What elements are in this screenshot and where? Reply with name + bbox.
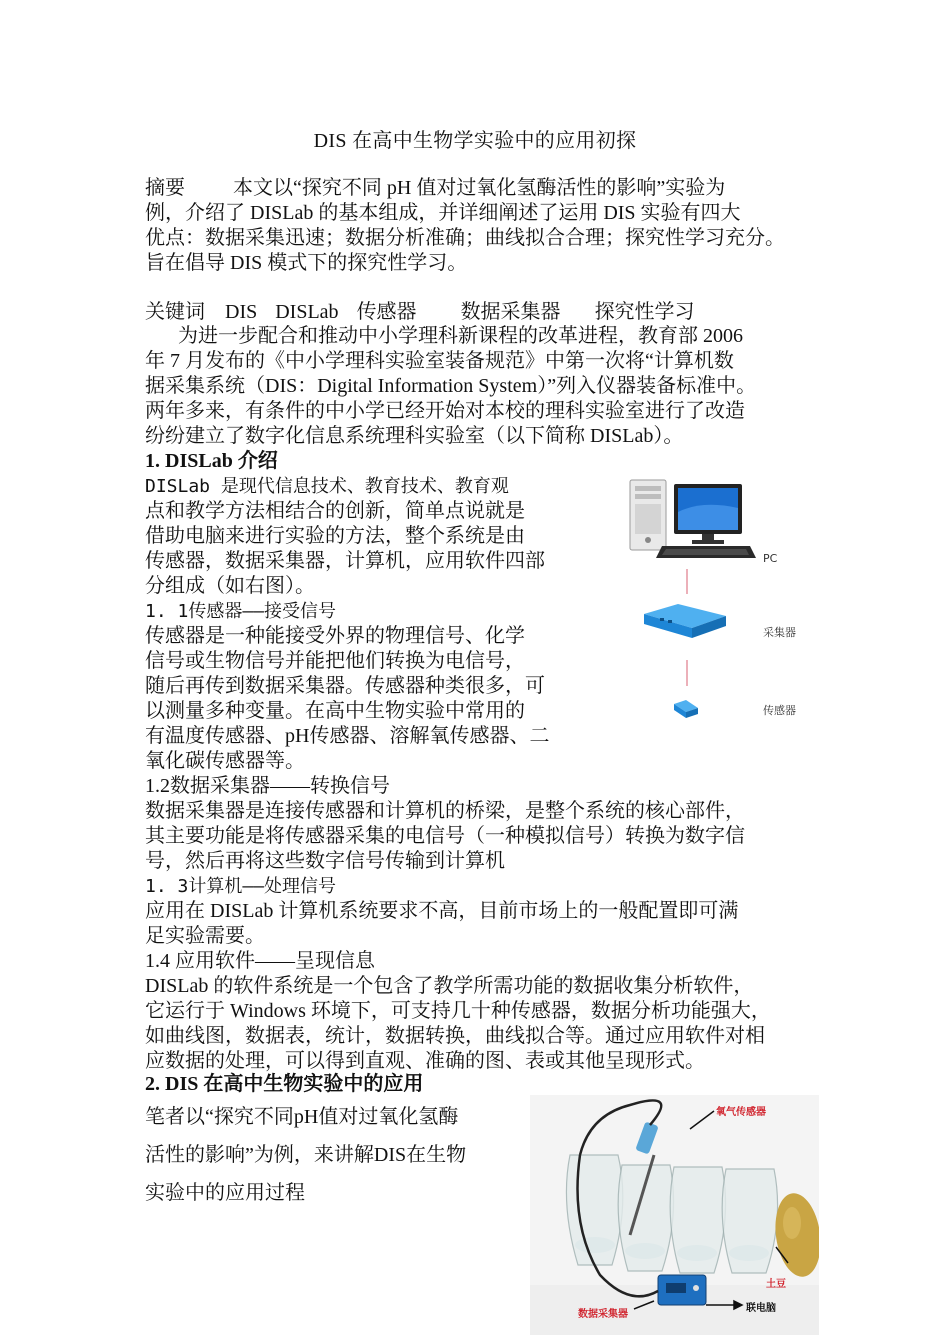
keyword: 数据采集器 (460, 301, 561, 323)
figure-label-collector: 采集器 (763, 626, 796, 639)
sub2-line-3: 号，然后再将这些数字信号传输到计算机 (145, 850, 505, 872)
abstract-label: 摘要 (145, 177, 185, 199)
data-collector-icon (644, 604, 726, 638)
pc-tower-icon (630, 480, 666, 550)
section2-heading: 2. DIS 在高中生物实验中的应用 (145, 1073, 424, 1095)
abstract-line-3: 优点：数据采集迅速；数据分析准确；曲线拟合合理；探究性学习充分。 (145, 227, 785, 249)
sub1-line-3: 随后再传到数据采集器。传感器种类很多，可 (145, 675, 545, 697)
sub1-heading: 1. 1传感器——接受信号 (145, 601, 337, 622)
dis-system-figure (622, 472, 817, 727)
sub4-line-4: 应数据的处理，可以得到直观、准确的图、表或其他呈现形式。 (145, 1050, 705, 1072)
document-title: DIS 在高中生物学实验中的应用初探 (313, 130, 637, 152)
section1-heading: 1. DISLab 介绍 (145, 450, 278, 472)
sub4-line-1: DISLab 的软件系统是一个包含了教学所需功能的数据收集分析软件， (145, 975, 754, 997)
section2-line-2: 活性的影响”为例，来讲解DIS在生物 (145, 1144, 467, 1166)
intro-line-2: 年 7 月发布的《中小学理科实验室装备规范》中第一次将“计算机数 (145, 350, 734, 372)
intro-line-4: 两年多来，有条件的中小学已经开始对本校的理科实验室进行了改造 (145, 400, 745, 422)
monitor-icon (674, 484, 742, 544)
intro-line-5: 纷纷建立了数字化信息系统理科实验室（以下简称 DISLab）。 (145, 425, 684, 447)
keyword: DISLab (275, 301, 339, 323)
sub4-line-2: 它运行于 Windows 环境下，可支持几十种传感器，数据分析功能强大， (145, 1000, 771, 1022)
sub3-line-1: 应用在 DISLab 计算机系统要求不高，目前市场上的一般配置即可满 (145, 900, 739, 922)
sub1-line-2: 信号或生物信号并能把他们转换为电信号， (145, 650, 525, 672)
intro-line-3: 据采集系统（DIS：Digital Information System）”列入仪器装备标准中。 (145, 375, 757, 397)
sensor-icon (674, 700, 698, 718)
sub2-line-1: 数据采集器是连接传感器和计算机的桥梁，是整个系统的核心部件， (145, 800, 745, 822)
sub3-heading: 1. 3计算机——处理信号 (145, 876, 337, 897)
sub4-heading: 1.4 应用软件——呈现信息 (145, 950, 375, 972)
photo-label-data-collector: 数据采集器 (578, 1309, 628, 1320)
sub1-line-4: 以测量多种变量。在高中生物实验中常用的 (145, 700, 525, 722)
keyword: 探究性学习 (594, 301, 695, 323)
abstract-line-4: 旨在倡导 DIS 模式下的探究性学习。 (145, 252, 468, 274)
sub1-line-1: 传感器是一种能接受外界的物理信号、化学 (145, 625, 525, 647)
sub4-line-3: 如曲线图，数据表，统计，数据转换，曲线拟合等。通过应用软件对相 (145, 1025, 765, 1047)
section1-line-3: 借助电脑来进行实验的方法，整个系统是由 (145, 525, 525, 547)
section1-line-1: DISLab 是现代信息技术、教育技术、教育观 (145, 476, 509, 497)
photo-label-potato: 土豆 (766, 1279, 786, 1290)
section2-line-1: 笔者以“探究不同pH值对过氧化氢酶 (145, 1106, 459, 1128)
intro-paragraph (145, 324, 756, 449)
section1-line-4: 传感器，数据采集器，计算机，应用软件四部 (145, 550, 545, 572)
sub1-line-5: 有温度传感器、pH传感器、溶解氧传感器、二 (145, 725, 550, 747)
sub1-line-6: 氧化碳传感器等。 (145, 750, 305, 772)
keyboard-icon (656, 546, 756, 558)
keyword: 传感器 (356, 301, 417, 323)
abstract-line-2: 例，介绍了 DISLab 的基本组成，并详细阐述了运用 DIS 实验有四大 (145, 202, 741, 224)
figure-label-sensor: 传感器 (763, 704, 796, 717)
abstract (145, 176, 785, 276)
section2-line-3: 实验中的应用过程 (145, 1182, 305, 1204)
section1-line-5: 分组成（如右图）。 (145, 575, 315, 597)
figure-label-pc: PC (763, 552, 778, 565)
dis-system-illustration (622, 472, 817, 727)
intro-line-1: 为进一步配合和推动中小学理科新课程的改革进程，教育部 2006 (178, 325, 743, 347)
keyword: DIS (225, 301, 258, 323)
data-collector-icon (658, 1275, 706, 1305)
abstract-line-1: 摘要 本文以“探究不同 pH 值对过氧化氢酶活性的影响”实验为 (145, 177, 726, 199)
photo-label-to-computer: 联电脑 (746, 1303, 776, 1314)
sub2-heading: 1.2数据采集器——转换信号 (145, 775, 390, 797)
experiment-photo-figure (530, 1095, 819, 1335)
section1-line-2: 点和教学方法相结合的创新，简单点说就是 (145, 500, 525, 522)
keywords (145, 300, 695, 325)
keywords-label: 关键词 (145, 301, 205, 323)
section2-body (145, 1098, 466, 1212)
sub3-line-2: 足实验需要。 (145, 925, 265, 947)
sub2-line-2: 其主要功能是将传感器采集的电信号（一种模拟信号）转换为数字信 (145, 825, 745, 847)
photo-label-oxygen-sensor: 氧气传感器 (716, 1107, 766, 1118)
